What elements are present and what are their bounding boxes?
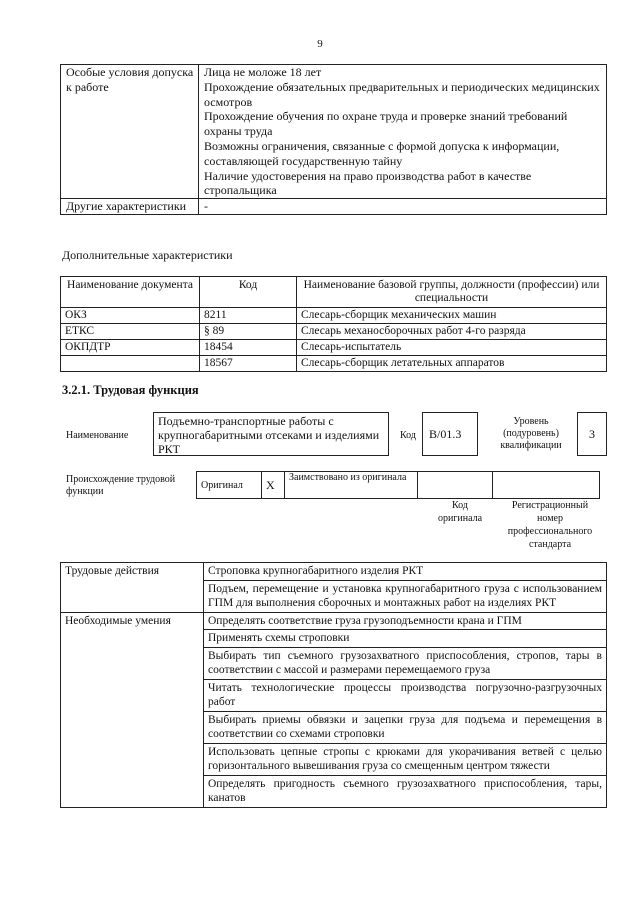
code-original-label: Код оригинала <box>437 500 483 524</box>
condition-item: Наличие удостоверения на право производства работ в качестве стропальщика <box>204 168 532 198</box>
table-row <box>61 563 607 581</box>
table-cell: Слесарь-сборщик механических машин <box>297 308 607 324</box>
table-cell: § 89 <box>200 324 297 340</box>
table-cell <box>61 356 200 372</box>
original-mark: X <box>262 472 285 499</box>
origin-table <box>196 471 600 499</box>
table-cell: 18454 <box>200 340 297 356</box>
reg-number-label: Регистрационный номер профессионального стандарта <box>507 500 593 550</box>
skill-item: Выбирать приемы обвязки и зацепки груза для подъема и перемещения в соответствии со схемами строповки <box>204 711 607 743</box>
original-label: Оригинал <box>197 472 262 499</box>
code-original-cell <box>418 472 493 499</box>
other-value: - <box>199 199 607 215</box>
conditions-label: Особые условия допуска к работе <box>61 65 199 199</box>
condition-item: Лица не моложе 18 лет <box>204 65 322 79</box>
condition-item: Возможны ограничения, связанные с формой допуска к информации, составляющей государственную тайну <box>204 138 560 168</box>
function-name-box: Подъемно-транспортные работы с крупногабаритными отсеками и изделиями РКТ <box>153 412 389 456</box>
level-value-box: 3 <box>577 412 607 456</box>
table-cell: Слесарь-испытатель <box>297 340 607 356</box>
skill-item: Определять соответствие груза грузоподъемности крана и ГПМ <box>204 612 607 630</box>
condition-item: Прохождение обязательных предварительных и периодических медицинских осмотров <box>204 79 600 109</box>
extra-heading: Дополнительные характеристики <box>62 248 233 262</box>
column-header: Наименование документа <box>61 277 200 308</box>
other-label: Другие характеристики <box>61 199 199 215</box>
table-cell: ОКЗ <box>61 308 200 324</box>
code-value-box: B/01.3 <box>422 412 478 456</box>
skills-label: Необходимые умения <box>61 612 204 807</box>
table-row <box>61 340 607 356</box>
table-row <box>61 356 607 372</box>
skill-item: Использовать цепные стропы с крюками для укорачивания ветвей с целью горизонтального вывешивания груза со смещенным центром тяжести <box>204 743 607 775</box>
column-header: Код <box>200 277 297 308</box>
column-header: Наименование базовой группы, должности (профессии) или специальности <box>297 277 607 308</box>
conditions-cell <box>199 65 607 199</box>
page-number: 9 <box>317 38 323 50</box>
reg-number-cell <box>493 472 600 499</box>
table-header-row <box>61 277 607 308</box>
action-item: Строповка крупногабаритного изделия РКТ <box>204 563 607 581</box>
origin-label: Происхождение трудовой функции <box>66 474 176 497</box>
actions-table <box>60 562 607 808</box>
function-title: 3.2.1. Трудовая функция <box>62 383 199 397</box>
skill-item: Определять пригодность съемного грузозахватного приспособления, тары, канатов <box>204 775 607 807</box>
action-item: Подъем, перемещение и установка крупногабаритного груза с использованием ГПМ для выполнения сборочных и монтажных работ на изделиях РКТ <box>204 580 607 612</box>
table-cell: Слесарь-сборщик летательных аппаратов <box>297 356 607 372</box>
skill-item: Читать технологические процессы производства погрузочно-разгрузочных работ <box>204 679 607 711</box>
table-row <box>61 308 607 324</box>
table-row <box>61 324 607 340</box>
admission-table <box>60 64 607 215</box>
skill-item: Выбирать тип съемного грузозахватного приспособления, стропов, тары в соответствии с массой и размерами перемещаемого груза <box>204 647 607 679</box>
table-cell: 8211 <box>200 308 297 324</box>
table-row <box>61 612 607 630</box>
level-label: Уровень (подуровень) квалификации <box>500 416 562 451</box>
extra-table <box>60 276 607 372</box>
actions-label: Трудовые действия <box>61 563 204 613</box>
skill-item: Применять схемы строповки <box>204 630 607 648</box>
table-cell: Слесарь механосборочных работ 4-го разряда <box>297 324 607 340</box>
name-label: Наименование <box>66 430 129 441</box>
table-cell: ОКПДТР <box>61 340 200 356</box>
code-label: Код <box>400 430 416 441</box>
condition-item: Прохождение обучения по охране труда и проверке знаний требований охраны труда <box>204 109 568 139</box>
table-cell: 18567 <box>200 356 297 372</box>
table-cell: ЕТКС <box>61 324 200 340</box>
borrowed-label: Заимствовано из оригинала <box>285 472 418 499</box>
